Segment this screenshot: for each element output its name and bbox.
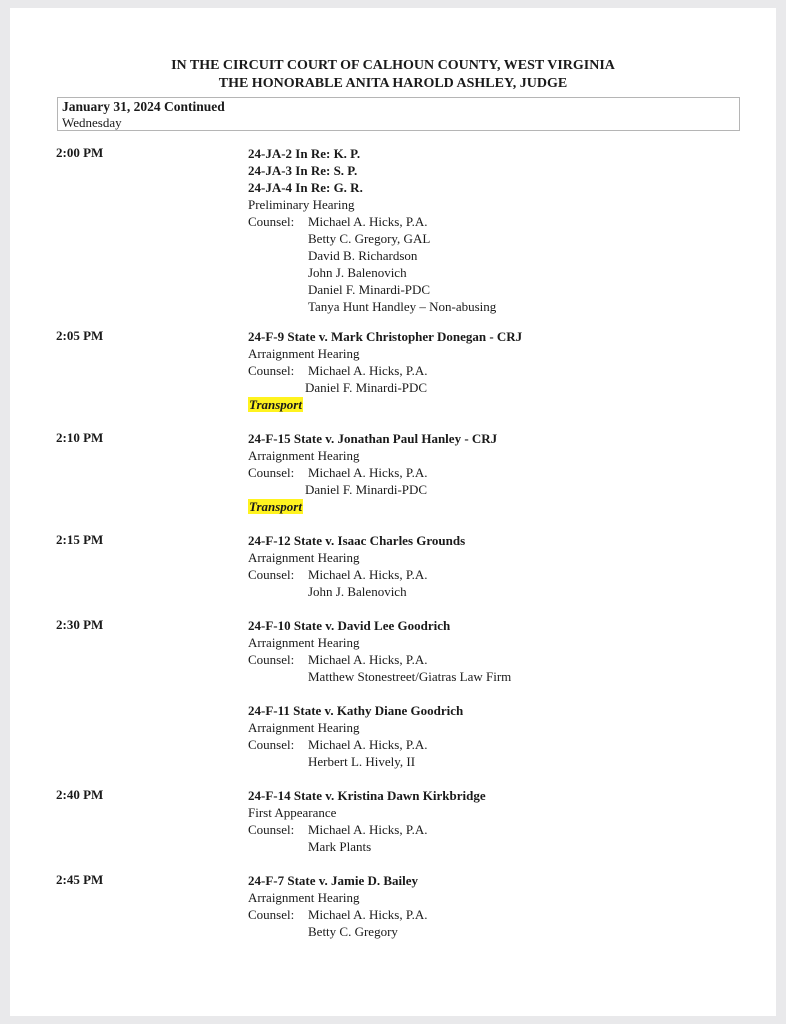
- hearing-type: Arraignment Hearing: [248, 448, 360, 463]
- counsel-label: Counsel:: [248, 737, 295, 752]
- counsel-line: [248, 464, 428, 481]
- counsel-line: [248, 906, 428, 923]
- document-page: [10, 8, 776, 1016]
- date-weekday: Wednesday: [62, 115, 122, 130]
- counsel-name: Daniel F. Minardi-PDC: [308, 282, 431, 297]
- counsel-line: [248, 362, 428, 379]
- counsel-name: Michael A. Hicks, P.A.: [308, 822, 428, 837]
- case-title: 24-F-14 State v. Kristina Dawn Kirkbridge: [248, 788, 486, 803]
- case-title: 24-F-7 State v. Jamie D. Bailey: [248, 873, 419, 888]
- hearing-time: 2:05 PM: [56, 328, 104, 343]
- note-line: [248, 396, 303, 413]
- counsel-label: Counsel:: [248, 567, 295, 582]
- hearing-type: Arraignment Hearing: [248, 635, 360, 650]
- counsel-line: [248, 736, 428, 753]
- counsel-name: Betty C. Gregory, GAL: [308, 231, 431, 246]
- counsel-name: Daniel F. Minardi-PDC: [305, 380, 428, 395]
- hearing-time: 2:30 PM: [56, 617, 104, 632]
- hearing-type: First Appearance: [248, 805, 337, 820]
- counsel-name: Betty C. Gregory: [308, 924, 398, 939]
- case-title: 24-JA-3 In Re: S. P.: [248, 163, 358, 178]
- counsel-name: David B. Richardson: [308, 248, 418, 263]
- counsel-label: Counsel:: [248, 465, 295, 480]
- counsel-name: Daniel F. Minardi-PDC: [305, 482, 428, 497]
- court-title: IN THE CIRCUIT COURT OF CALHOUN COUNTY, WEST VIRGINIA: [171, 58, 615, 73]
- case-title: 24-F-12 State v. Isaac Charles Grounds: [248, 533, 466, 548]
- counsel-label: Counsel:: [248, 822, 295, 837]
- counsel-label: Counsel:: [248, 363, 295, 378]
- counsel-line: [248, 651, 428, 668]
- counsel-name: Matthew Stonestreet/Giatras Law Firm: [308, 669, 512, 684]
- hearing-type: Arraignment Hearing: [248, 346, 360, 361]
- counsel-name: Michael A. Hicks, P.A.: [308, 907, 428, 922]
- hearing-time: 2:40 PM: [56, 787, 104, 802]
- hearing-time: 2:45 PM: [56, 872, 104, 887]
- case-title: 24-JA-4 In Re: G. R.: [248, 180, 363, 195]
- counsel-label: Counsel:: [248, 652, 295, 667]
- counsel-name: Michael A. Hicks, P.A.: [308, 363, 428, 378]
- hearing-type: Arraignment Hearing: [248, 720, 360, 735]
- counsel-name: John J. Balenovich: [308, 265, 407, 280]
- counsel-name: Michael A. Hicks, P.A.: [308, 214, 428, 229]
- counsel-name: Herbert L. Hively, II: [308, 754, 416, 769]
- counsel-name: Tanya Hunt Handley – Non-abusing: [308, 299, 497, 314]
- hearing-type: Preliminary Hearing: [248, 197, 355, 212]
- counsel-name: John J. Balenovich: [308, 584, 407, 599]
- counsel-name: Michael A. Hicks, P.A.: [308, 652, 428, 667]
- counsel-name: Michael A. Hicks, P.A.: [308, 465, 428, 480]
- counsel-label: Counsel:: [248, 214, 295, 229]
- counsel-name: Mark Plants: [308, 839, 372, 854]
- hearing-time: 2:15 PM: [56, 532, 104, 547]
- counsel-line: [248, 213, 428, 230]
- case-title: 24-F-10 State v. David Lee Goodrich: [248, 618, 451, 633]
- case-title: 24-F-15 State v. Jonathan Paul Hanley - CRJ: [248, 431, 498, 446]
- counsel-line: [248, 566, 428, 583]
- transport-highlight: Transport: [249, 397, 302, 412]
- counsel-line: [248, 821, 428, 838]
- counsel-name: Michael A. Hicks, P.A.: [308, 737, 428, 752]
- date-title: January 31, 2024 Continued: [62, 99, 225, 114]
- date-box: [57, 97, 740, 131]
- transport-highlight: Transport: [249, 499, 302, 514]
- case-title: 24-F-11 State v. Kathy Diane Goodrich: [248, 703, 464, 718]
- hearing-type: Arraignment Hearing: [248, 890, 360, 905]
- hearing-type: Arraignment Hearing: [248, 550, 360, 565]
- note-line: [248, 498, 303, 515]
- counsel-name: Michael A. Hicks, P.A.: [308, 567, 428, 582]
- hearing-time: 2:10 PM: [56, 430, 104, 445]
- counsel-label: Counsel:: [248, 907, 295, 922]
- case-title: 24-F-9 State v. Mark Christopher Donegan - CRJ: [248, 329, 523, 344]
- hearing-time: 2:00 PM: [56, 145, 104, 160]
- case-title: 24-JA-2 In Re: K. P.: [248, 146, 361, 161]
- judge-title: THE HONORABLE ANITA HAROLD ASHLEY, JUDGE: [218, 76, 568, 91]
